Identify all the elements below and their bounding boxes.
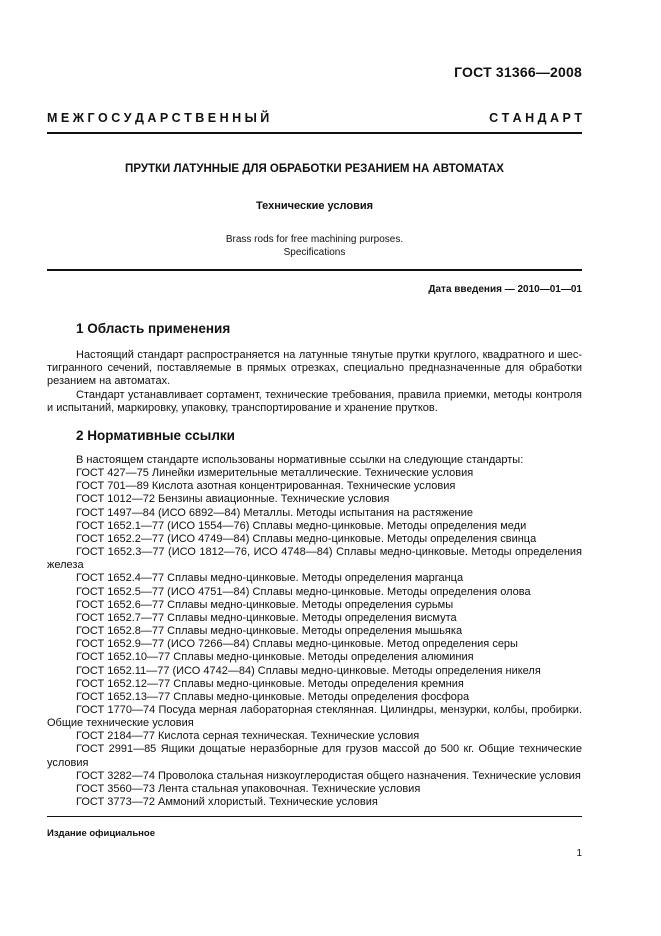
reference-item: ГОСТ 427—75 Линейки измерительные металлические. Технические условия [76,467,474,480]
reference-item: ГОСТ 701—89 Кислота азотная концентрированная. Технические условия [76,480,456,493]
banner-interstate: М Е Ж Г О С У Д А Р С Т В Е Н Н Ы Й [47,111,270,125]
reference-item: ГОСТ 3282—74 Проволока стальная низкоуглеродистая общего назначения. Технические условия [76,769,581,782]
banner-standard: С Т А Н Д А Р Т [489,111,582,125]
english-title-line-1: Brass rods for free machining purposes. [225,234,404,245]
reference-item: ГОСТ 1652.10—77 Сплавы медно-цинковые. Методы определения алюминия [76,651,474,664]
standard-banner [47,111,582,125]
reference-item: ГОСТ 1770—74 Посуда мерная лабораторная стеклянная. Цилиндры, мензурки, колбы, пробирки. Общие технические условия [47,703,582,730]
footer-divider [47,816,582,817]
reference-item: ГОСТ 1497—84 (ИСО 6892—84) Металлы. Методы испытания на растяжение [76,506,474,519]
section-1-paragraph-2: Стандарт устанавливает сортамент, технические требования, правила приемки, методы контроля и испытаний, маркировку, упаковку, транспортирование и хранение прутков. [47,389,582,415]
reference-item: ГОСТ 1652.8—77 Сплавы медно-цинковые. Методы определения мышьяка [76,625,463,638]
document-title: ПРУТКИ ЛАТУННЫЕ ДЛЯ ОБРАБОТКИ РЕЗАНИЕМ НА АВТОМАТАХ [125,163,504,175]
title-divider [47,269,582,271]
header-divider [47,132,582,134]
document-subtitle: Технические условия [255,200,374,212]
reference-item: ГОСТ 1652.3—77 (ИСО 1812—76, ИСО 4748—84) Сплавы медно-цинковые. Методы определения железа [47,546,582,572]
reference-item: ГОСТ 1652.1—77 (ИСО 1554—76) Сплавы медно-цинковые. Методы определения меди [76,519,527,532]
reference-item: ГОСТ 1012—72 Бензины авиационные. Технические условия [76,493,390,506]
reference-item: ГОСТ 1652.9—77 (ИСО 7266—84) Сплавы медно-цинковые. Метод определения серы [76,638,518,651]
normative-references [47,454,582,809]
section-1-paragraph-1: Настоящий стандарт распространяется на латунные тянутые прутки круглого, квадратного и шестигранного сечений, поставляемые в прямых отрезках, специально предназначенные для обработки резанием на автоматах. [47,349,582,388]
reference-item: ГОСТ 2184—77 Кислота серная техническая. Технические условия [76,730,420,743]
document-number: ГОСТ 31366—2008 [454,64,582,80]
reference-item: ГОСТ 3773—72 Аммоний хлористый. Технические условия [76,796,378,809]
page-number: 1 [576,848,582,859]
references-intro: В настоящем стандарте использованы нормативные ссылки на следующие стандарты: [76,454,524,466]
reference-item: ГОСТ 1652.5—77 (ИСО 4751—84) Сплавы медно-цинковые. Методы определения олова [76,585,531,598]
reference-item: ГОСТ 1652.11—77 (ИСО 4742—84) Сплавы медно-цинковые. Методы определения никеля [76,664,541,677]
reference-item: ГОСТ 1652.12—77 Сплавы медно-цинковые. Методы определения кремния [76,677,464,690]
section-1-heading: 1 Область применения [76,321,231,336]
reference-item: ГОСТ 1652.2—77 (ИСО 4749—84) Сплавы медно-цинковые. Методы определения свинца [76,532,537,545]
introduction-date: Дата введения — 2010—01—01 [428,284,582,295]
english-title-line-2: Specifications [283,247,346,258]
section-2-heading: 2 Нормативные ссылки [76,428,235,443]
reference-item: ГОСТ 2991—85 Ящики дощатые неразборные для грузов массой до 500 кг. Общие технические условия [47,743,582,769]
reference-item: ГОСТ 1652.6—77 Сплавы медно-цинковые. Методы определения сурьмы [76,598,454,611]
reference-item: ГОСТ 1652.4—77 Сплавы медно-цинковые. Методы определения марганца [76,572,464,585]
reference-item: ГОСТ 3560—73 Лента стальная упаковочная. Технические условия [76,782,421,795]
reference-item: ГОСТ 1652.7—77 Сплавы медно-цинковые. Методы определения висмута [76,611,457,624]
english-title [47,233,582,259]
edition-note: Издание официальное [47,828,155,839]
reference-item: ГОСТ 1652.13—77 Сплавы медно-цинковые. Методы определения фосфора [76,690,470,703]
reference-list [47,467,582,809]
